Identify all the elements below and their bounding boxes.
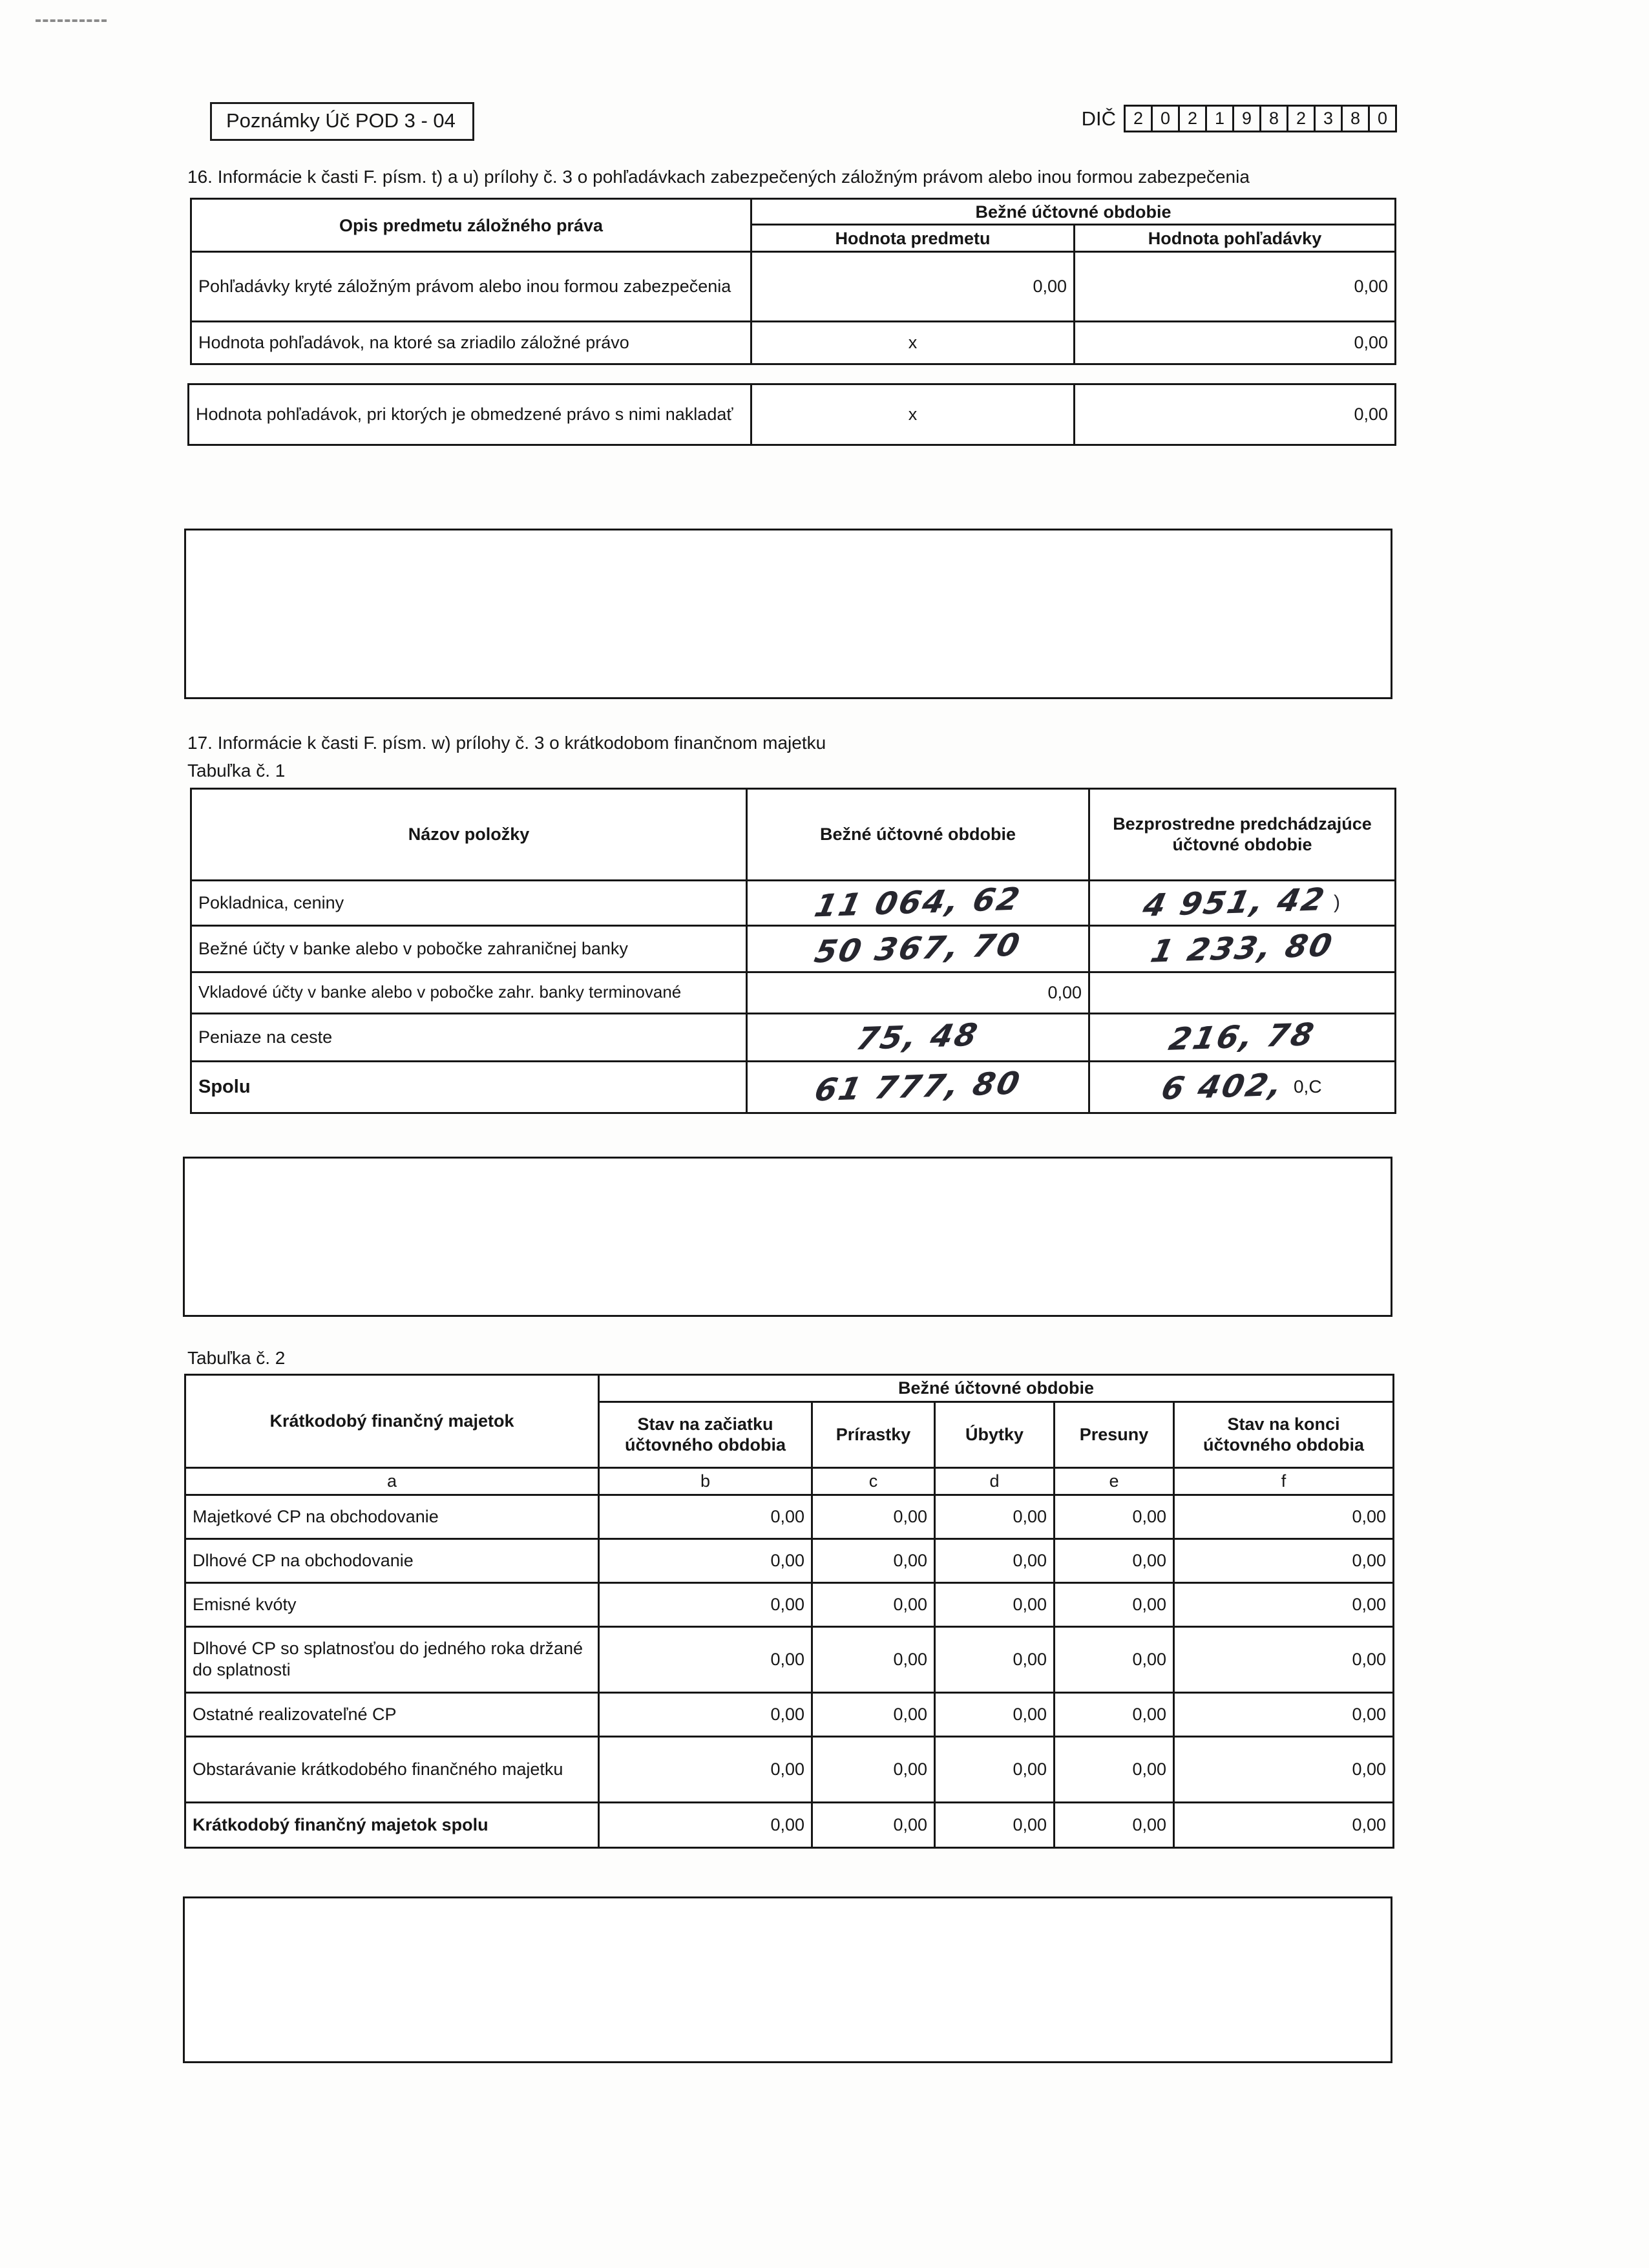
row-label: Majetkové CP na obchodovanie <box>185 1495 599 1538</box>
table-row <box>189 384 1396 445</box>
column-letter: b <box>599 1467 812 1495</box>
form-title: Poznámky Úč POD 3 - 04 <box>210 102 474 141</box>
handwritten-value: 1 233, 80 <box>1147 927 1338 971</box>
value-cell <box>1089 972 1396 1013</box>
handwritten-value: 11 064, 62 <box>811 881 1025 925</box>
row-label: Dlhové CP so splatnosťou do jedného roka držané do splatnosti <box>185 1626 599 1692</box>
row-label: Emisné kvóty <box>185 1582 599 1626</box>
row-label: Vkladové účty v banke alebo v pobočke zahr. banky terminované <box>191 972 747 1013</box>
table-row <box>191 880 1396 925</box>
row-label: Dlhové CP na obchodovanie <box>185 1538 599 1582</box>
form-header <box>187 102 1397 141</box>
dic-field <box>1082 105 1397 132</box>
value-cell <box>747 925 1089 972</box>
form-content <box>187 102 1397 2063</box>
value-cell: 0,00 <box>1174 1626 1394 1692</box>
value-cell: 0,00 <box>935 1626 1055 1692</box>
table-row <box>191 925 1396 972</box>
dic-digit: 2 <box>1287 105 1316 132</box>
row-label: Ostatné realizovateľné CP <box>185 1692 599 1736</box>
column-letter: a <box>185 1467 599 1495</box>
notes-box <box>183 1157 1392 1317</box>
handwritten-value: 61 777, 80 <box>811 1065 1025 1109</box>
value-cell: 0,00 <box>812 1582 935 1626</box>
value-cell: 0,00 <box>812 1626 935 1692</box>
t2-subheader: Presuny <box>1055 1402 1174 1467</box>
scan-artifact <box>36 19 107 22</box>
table-row <box>191 1013 1396 1061</box>
row-label: Obstarávanie krátkodobého finančného majetku <box>185 1736 599 1802</box>
value-cell: 0,00 <box>1055 1692 1174 1736</box>
row-label: Spolu <box>191 1061 747 1113</box>
value-cell: 0,00 <box>599 1692 812 1736</box>
table2-caption: Tabuľka č. 2 <box>187 1347 286 1368</box>
value-cell: 0,00 <box>751 252 1075 322</box>
t1-current-header: Bežné účtovné obdobie <box>747 788 1089 880</box>
dic-digit: 2 <box>1124 105 1153 132</box>
t2-period-header: Bežné účtovné obdobie <box>599 1374 1394 1402</box>
value-cell: x <box>751 322 1075 364</box>
value-cell: 0,00 <box>935 1538 1055 1582</box>
value-cell <box>747 880 1089 925</box>
t2-subheader: Stav na začiatku účtovného obdobia <box>599 1402 812 1467</box>
s16-col-label-header: Opis predmetu záložného práva <box>191 199 751 252</box>
t1-name-header: Názov položky <box>191 788 747 880</box>
value-cell: 0,00 <box>599 1538 812 1582</box>
value-cell: 0,00 <box>599 1582 812 1626</box>
value-cell: 0,00 <box>747 972 1089 1013</box>
dic-digit: 2 <box>1178 105 1207 132</box>
dic-digit: 0 <box>1368 105 1397 132</box>
value-cell: 0,00 <box>812 1692 935 1736</box>
table-row <box>191 1061 1396 1113</box>
value-cell: 0,00 <box>812 1495 935 1538</box>
value-cell: 0,00 <box>1075 384 1396 445</box>
s16-period-header: Bežné účtovné obdobie <box>751 199 1396 225</box>
value-cell: 0,00 <box>599 1495 812 1538</box>
value-cell: 0,00 <box>935 1582 1055 1626</box>
value-cell: 0,00 <box>935 1802 1055 1847</box>
handwritten-value: 6 402, <box>1158 1067 1288 1108</box>
row-label: Pohľadávky kryté záložným právom alebo inou formou zabezpečenia <box>191 252 751 322</box>
value-cell <box>1089 1061 1396 1113</box>
t2-subheader: Úbytky <box>935 1402 1055 1467</box>
dic-digit: 8 <box>1259 105 1288 132</box>
value-cell: 0,00 <box>1055 1626 1174 1692</box>
table-row <box>185 1692 1394 1736</box>
column-letter: e <box>1055 1467 1174 1495</box>
dic-digit: 9 <box>1232 105 1261 132</box>
dic-digit: 1 <box>1205 105 1234 132</box>
value-cell: 0,00 <box>1055 1802 1174 1847</box>
value-cell <box>747 1061 1089 1113</box>
value-cell: 0,00 <box>935 1692 1055 1736</box>
stray-mark: ) <box>1334 892 1341 914</box>
value-cell: 0,00 <box>599 1736 812 1802</box>
column-letter: c <box>812 1467 935 1495</box>
handwritten-value: 75, 48 <box>853 1017 983 1058</box>
table-row <box>185 1802 1394 1847</box>
value-cell <box>1089 880 1396 925</box>
value-cell <box>1089 1013 1396 1061</box>
section16-title: 16. Informácie k časti F. písm. t) a u) prílohy č. 3 o pohľadávkach zabezpečených záložným právom alebo inou formou zabezpečenia <box>187 167 1250 187</box>
value-cell: 0,00 <box>1075 252 1396 322</box>
t2-subheader: Prírastky <box>812 1402 935 1467</box>
table1-caption: Tabuľka č. 1 <box>187 760 286 781</box>
s16-value1-header: Hodnota predmetu <box>751 225 1075 252</box>
t1-previous-header: Bezprostredne predchádzajúce účtovné obdobie <box>1089 788 1396 880</box>
dic-digit: 0 <box>1151 105 1180 132</box>
value-cell <box>747 1013 1089 1061</box>
printed-fragment: 0,C <box>1293 1076 1322 1097</box>
value-cell: 0,00 <box>1075 322 1396 364</box>
s16-detached-row-table <box>187 383 1396 446</box>
section17-title: 17. Informácie k časti F. písm. w) prílohy č. 3 o krátkodobom finančnom majetku <box>187 733 826 753</box>
notes-box <box>184 529 1392 699</box>
dic-label: DIČ <box>1081 107 1116 130</box>
row-label: Peniaze na ceste <box>191 1013 747 1061</box>
row-label: Bežné účty v banke alebo v pobočke zahraničnej banky <box>191 925 747 972</box>
s17-table2 <box>184 1374 1394 1849</box>
value-cell: 0,00 <box>1055 1538 1174 1582</box>
row-label: Hodnota pohľadávok, pri ktorých je obmedzené právo s nimi nakladať <box>189 384 751 445</box>
notes-box <box>183 1896 1392 2063</box>
value-cell: 0,00 <box>1055 1495 1174 1538</box>
handwritten-value: 4 951, 42 <box>1139 881 1330 925</box>
column-letter: d <box>935 1467 1055 1495</box>
value-cell: 0,00 <box>935 1495 1055 1538</box>
dic-digit: 3 <box>1314 105 1343 132</box>
dic-digit: 8 <box>1341 105 1370 132</box>
value-cell: 0,00 <box>1055 1582 1174 1626</box>
value-cell: 0,00 <box>599 1802 812 1847</box>
value-cell: 0,00 <box>812 1802 935 1847</box>
table-row <box>185 1538 1394 1582</box>
value-cell: x <box>751 384 1075 445</box>
s16-value2-header: Hodnota pohľadávky <box>1075 225 1396 252</box>
value-cell: 0,00 <box>1055 1736 1174 1802</box>
value-cell: 0,00 <box>1174 1582 1394 1626</box>
table-row <box>185 1736 1394 1802</box>
value-cell: 0,00 <box>1174 1538 1394 1582</box>
s17-table1 <box>190 788 1396 1114</box>
handwritten-value: 216, 78 <box>1166 1016 1319 1058</box>
table-row <box>191 972 1396 1013</box>
value-cell: 0,00 <box>1174 1692 1394 1736</box>
value-cell: 0,00 <box>812 1736 935 1802</box>
t2-name-header: Krátkodobý finančný majetok <box>185 1374 599 1467</box>
dic-digit-boxes <box>1124 105 1397 132</box>
row-label: Pokladnica, ceniny <box>191 880 747 925</box>
value-cell: 0,00 <box>1174 1802 1394 1847</box>
table-row <box>191 252 1396 322</box>
s16-table <box>190 198 1396 365</box>
value-cell: 0,00 <box>812 1538 935 1582</box>
value-cell <box>1089 925 1396 972</box>
column-letter: f <box>1174 1467 1394 1495</box>
table-row <box>185 1626 1394 1692</box>
handwritten-value: 50 367, 70 <box>811 927 1025 971</box>
value-cell: 0,00 <box>1174 1495 1394 1538</box>
table-row <box>185 1582 1394 1626</box>
table-row <box>191 322 1396 364</box>
table-row <box>185 1495 1394 1538</box>
value-cell: 0,00 <box>1174 1736 1394 1802</box>
value-cell: 0,00 <box>599 1626 812 1692</box>
row-label: Krátkodobý finančný majetok spolu <box>185 1802 599 1847</box>
row-label: Hodnota pohľadávok, na ktoré sa zriadilo záložné právo <box>191 322 751 364</box>
t2-subheader: Stav na konci účtovného obdobia <box>1174 1402 1394 1467</box>
value-cell: 0,00 <box>935 1736 1055 1802</box>
